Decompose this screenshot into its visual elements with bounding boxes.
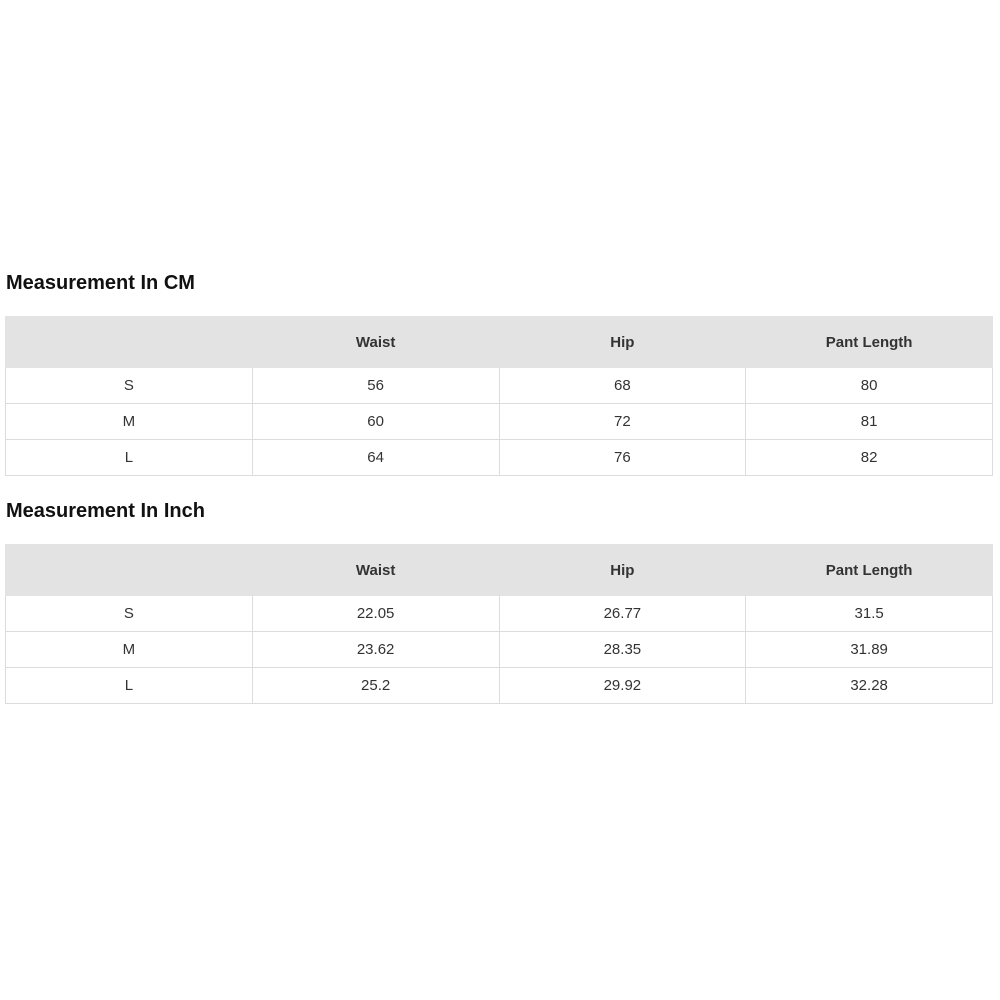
header-cell-waist: Waist [252, 545, 499, 596]
hip-cell: 29.92 [499, 668, 746, 704]
size-cell: L [6, 668, 253, 704]
pant-length-cell: 32.28 [746, 668, 993, 704]
header-cell-pant-length: Pant Length [746, 545, 993, 596]
waist-cell: 25.2 [252, 668, 499, 704]
pant-length-cell: 80 [746, 368, 993, 404]
table-header-row [6, 545, 993, 596]
size-cell: S [6, 596, 253, 632]
cm-size-table [5, 316, 993, 476]
table-row [6, 404, 993, 440]
table-row [6, 668, 993, 704]
header-cell-size [6, 545, 253, 596]
header-cell-hip: Hip [499, 545, 746, 596]
hip-cell: 68 [499, 368, 746, 404]
header-cell-size [6, 317, 253, 368]
pant-length-cell: 31.89 [746, 632, 993, 668]
size-cell: M [6, 404, 253, 440]
pant-length-cell: 31.5 [746, 596, 993, 632]
hip-cell: 26.77 [499, 596, 746, 632]
table-row [6, 368, 993, 404]
table-header-row [6, 317, 993, 368]
waist-cell: 23.62 [252, 632, 499, 668]
size-cell: L [6, 440, 253, 476]
waist-cell: 64 [252, 440, 499, 476]
waist-cell: 56 [252, 368, 499, 404]
hip-cell: 76 [499, 440, 746, 476]
waist-cell: 60 [252, 404, 499, 440]
hip-cell: 72 [499, 404, 746, 440]
pant-length-cell: 81 [746, 404, 993, 440]
waist-cell: 22.05 [252, 596, 499, 632]
table-row [6, 440, 993, 476]
header-cell-waist: Waist [252, 317, 499, 368]
header-cell-pant-length: Pant Length [746, 317, 993, 368]
size-cell: M [6, 632, 253, 668]
inch-table-title: Measurement In Inch [6, 500, 205, 522]
table-row [6, 596, 993, 632]
header-cell-hip: Hip [499, 317, 746, 368]
inch-size-table [5, 544, 993, 704]
hip-cell: 28.35 [499, 632, 746, 668]
size-cell: S [6, 368, 253, 404]
table-row [6, 632, 993, 668]
pant-length-cell: 82 [746, 440, 993, 476]
cm-table-title: Measurement In CM [6, 272, 195, 294]
